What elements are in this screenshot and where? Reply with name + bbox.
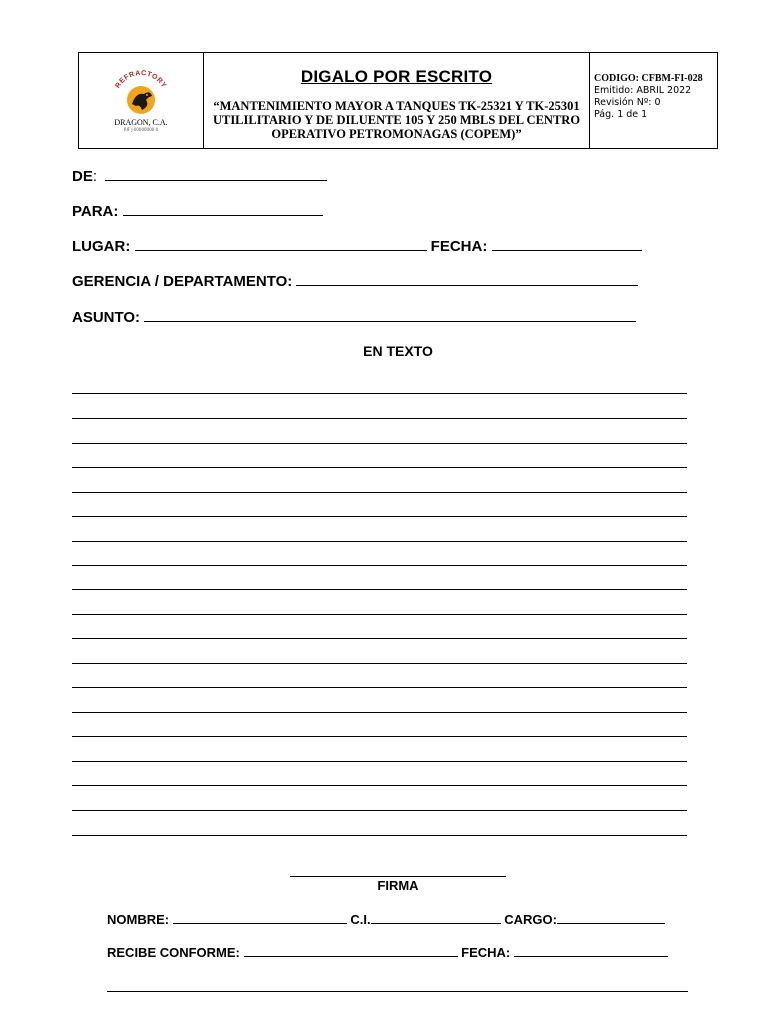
- document-header: [78, 52, 718, 149]
- document-subtitle: “MANTENIMIENTO MAYOR A TANQUES TK-25321 Y TK-25301 UTILILITARIO Y DE DILUENTE 105 Y 250 MBLS DEL CENTRO OPERATIVO PETROMONAGAS (COPEM)”: [212, 99, 581, 141]
- logo-company-name: DRAGON, C.A.: [114, 117, 168, 127]
- field-de: [72, 166, 327, 185]
- recibe-fecha-label: FECHA:: [461, 945, 511, 960]
- para-input-line[interactable]: [123, 201, 323, 216]
- firma-line[interactable]: [290, 876, 506, 877]
- dragon-logo-icon: [106, 70, 176, 120]
- text-line[interactable]: [72, 638, 687, 639]
- gerencia-input-line[interactable]: [296, 271, 638, 286]
- signature-row-recibe: [107, 944, 668, 960]
- text-line[interactable]: [72, 785, 687, 786]
- document-revision: Revisión Nº: 0: [594, 97, 661, 108]
- field-lugar-label: LUGAR:: [72, 238, 131, 255]
- document-page: Pág. 1 de 1: [594, 109, 648, 120]
- text-line[interactable]: [72, 492, 687, 493]
- field-para-label: PARA:: [72, 203, 119, 220]
- recibe-fecha-input-line[interactable]: [514, 944, 668, 957]
- text-line[interactable]: [72, 516, 687, 517]
- document-code: CODIGO: CFBM-FI-028: [594, 73, 703, 84]
- text-line[interactable]: [72, 589, 687, 590]
- recibe-input-line[interactable]: [244, 944, 458, 957]
- text-line[interactable]: [72, 565, 687, 566]
- text-line[interactable]: [72, 663, 687, 664]
- de-input-line[interactable]: [105, 166, 327, 181]
- asunto-input-line[interactable]: [144, 307, 636, 322]
- document-issued: Emitido: ABRIL 2022: [594, 85, 692, 96]
- field-asunto: [72, 307, 636, 326]
- text-line[interactable]: [72, 393, 687, 394]
- bottom-line[interactable]: [107, 991, 688, 992]
- ci-label: C.I.: [350, 912, 371, 927]
- field-asunto-label: ASUNTO:: [72, 309, 141, 326]
- body-heading: EN TEXTO: [363, 343, 433, 359]
- logo-arc-text: REFRACTORY: [114, 69, 168, 90]
- firma-label: FIRMA: [377, 878, 419, 893]
- field-gerencia-label: GERENCIA / DEPARTAMENTO:: [72, 273, 293, 290]
- cargo-label: CARGO:: [504, 912, 557, 927]
- field-lugar: [72, 236, 642, 255]
- field-gerencia: [72, 271, 638, 290]
- lugar-input-line[interactable]: [135, 236, 427, 251]
- header-title-block: [204, 53, 590, 148]
- signature-row-nombre: [107, 911, 665, 927]
- text-line[interactable]: [72, 835, 687, 836]
- text-line[interactable]: [72, 443, 687, 444]
- field-de-label: DE: [72, 168, 93, 185]
- cargo-input-line[interactable]: [557, 911, 665, 924]
- text-line[interactable]: [72, 736, 687, 737]
- field-fecha-label: FECHA:: [430, 238, 488, 255]
- text-line[interactable]: [72, 687, 687, 688]
- nombre-input-line[interactable]: [173, 911, 347, 924]
- text-line[interactable]: [72, 761, 687, 762]
- logo-tagline: RIF J-00000000-0: [123, 126, 159, 132]
- text-line[interactable]: [72, 467, 687, 468]
- text-line[interactable]: [72, 541, 687, 542]
- text-line[interactable]: [72, 418, 687, 419]
- fecha-input-line[interactable]: [492, 236, 642, 251]
- nombre-label: NOMBRE:: [107, 912, 170, 927]
- text-line[interactable]: [72, 614, 687, 615]
- company-logo: [79, 53, 204, 148]
- recibe-label: RECIBE CONFORME:: [107, 945, 240, 960]
- text-line[interactable]: [72, 810, 687, 811]
- text-line[interactable]: [72, 712, 687, 713]
- field-para: [72, 201, 323, 220]
- field-de-colon: :: [92, 168, 98, 185]
- header-meta: [590, 53, 717, 148]
- document-title: DIGALO POR ESCRITO: [300, 67, 493, 86]
- ci-input-line[interactable]: [371, 911, 501, 924]
